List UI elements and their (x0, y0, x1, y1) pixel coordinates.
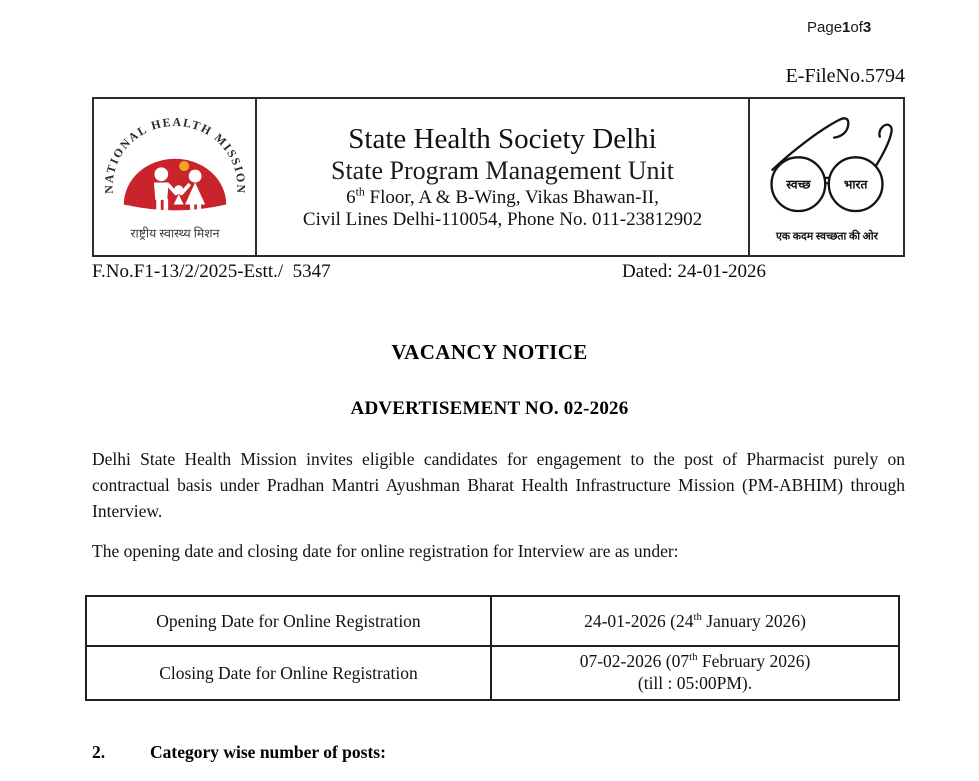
swachh-left-lens-text: स्वच्छ (785, 177, 811, 192)
swachh-tagline: एक कदम स्वच्छता की ओर (775, 230, 878, 243)
address-line-1 (346, 187, 659, 209)
org-name: State Health Society Delhi (348, 123, 657, 156)
sun-icon (179, 161, 189, 171)
closing-date-line2: (till : 05:00PM). (637, 673, 753, 693)
letterhead (92, 97, 905, 257)
table-row-closing (86, 646, 899, 700)
closing-date-pre: 07-02-2026 (07 (579, 651, 690, 672)
notice-title: VACANCY NOTICE (391, 340, 588, 364)
opening-date-pre: 24-01-2026 (24 (584, 610, 694, 631)
closing-date-ordinal: th (689, 651, 698, 664)
closing-date-line1 (500, 651, 890, 673)
file-number: F.No.F1-13/2/2025-Estt./ 5347 (92, 261, 331, 282)
swachh-bharat-spectacles-icon (759, 107, 895, 247)
org-unit: State Program Management Unit (331, 156, 674, 186)
swachh-bharat-logo (748, 99, 903, 255)
opening-date-label: Opening Date for Online Registration (86, 596, 491, 646)
efile-number: E-FileNo.5794 (785, 65, 905, 87)
address-line-1-rest: Floor, A & B-Wing, Vikas Bhawan-II, (364, 187, 659, 209)
dates-intro: The opening date and closing date for online registration for Interview are as under: (92, 541, 679, 561)
dated: Dated: 24-01-2026 (622, 261, 767, 282)
intro-paragraph: Delhi State Health Mission invites eligible candidates for engagement to the post of Pharmacist purely on contractual basis under Pradhan Mantri Ayushman Bharat Health Infrastructure Mission (PM-ABHIM) through Interview. (92, 449, 905, 521)
page-indicator-separator: of (850, 19, 863, 36)
opening-date-ordinal: th (693, 610, 702, 623)
national-health-mission-emblem-icon (100, 106, 250, 248)
nhm-arc-text: NATIONAL HEALTH MISSION (101, 114, 248, 196)
table-row-opening (86, 596, 899, 646)
registration-dates-table (85, 595, 900, 701)
nhm-logo (94, 99, 257, 255)
closing-date-post: February 2026) (697, 651, 811, 672)
opening-date-post: January 2026) (701, 610, 806, 631)
section-number: 2. (92, 742, 106, 762)
section-2-heading-row (92, 742, 386, 763)
page-indicator-current: 1 (842, 19, 851, 36)
advertisement-number: ADVERTISEMENT NO. 02-2026 (350, 398, 629, 419)
address-line-1-ordinal: th (355, 185, 365, 199)
address-line-2: Civil Lines Delhi-110054, Phone No. 011-23812902 (302, 209, 703, 231)
letterhead-text (257, 99, 748, 255)
section-heading: Category wise number of posts: (150, 742, 386, 762)
address-line-1-text: 6 (346, 187, 356, 209)
page-indicator (807, 19, 871, 36)
reference-line (92, 261, 905, 283)
nhm-hindi-caption: राष्ट्रीय स्वास्थ्य मिशन (129, 226, 220, 241)
swachh-right-lens-text: भारत (843, 177, 867, 192)
page-indicator-prefix: Page (807, 19, 843, 36)
page-indicator-total: 3 (862, 19, 872, 36)
closing-date-value (491, 646, 899, 700)
opening-date-value (491, 596, 899, 646)
closing-date-label: Closing Date for Online Registration (86, 646, 491, 700)
